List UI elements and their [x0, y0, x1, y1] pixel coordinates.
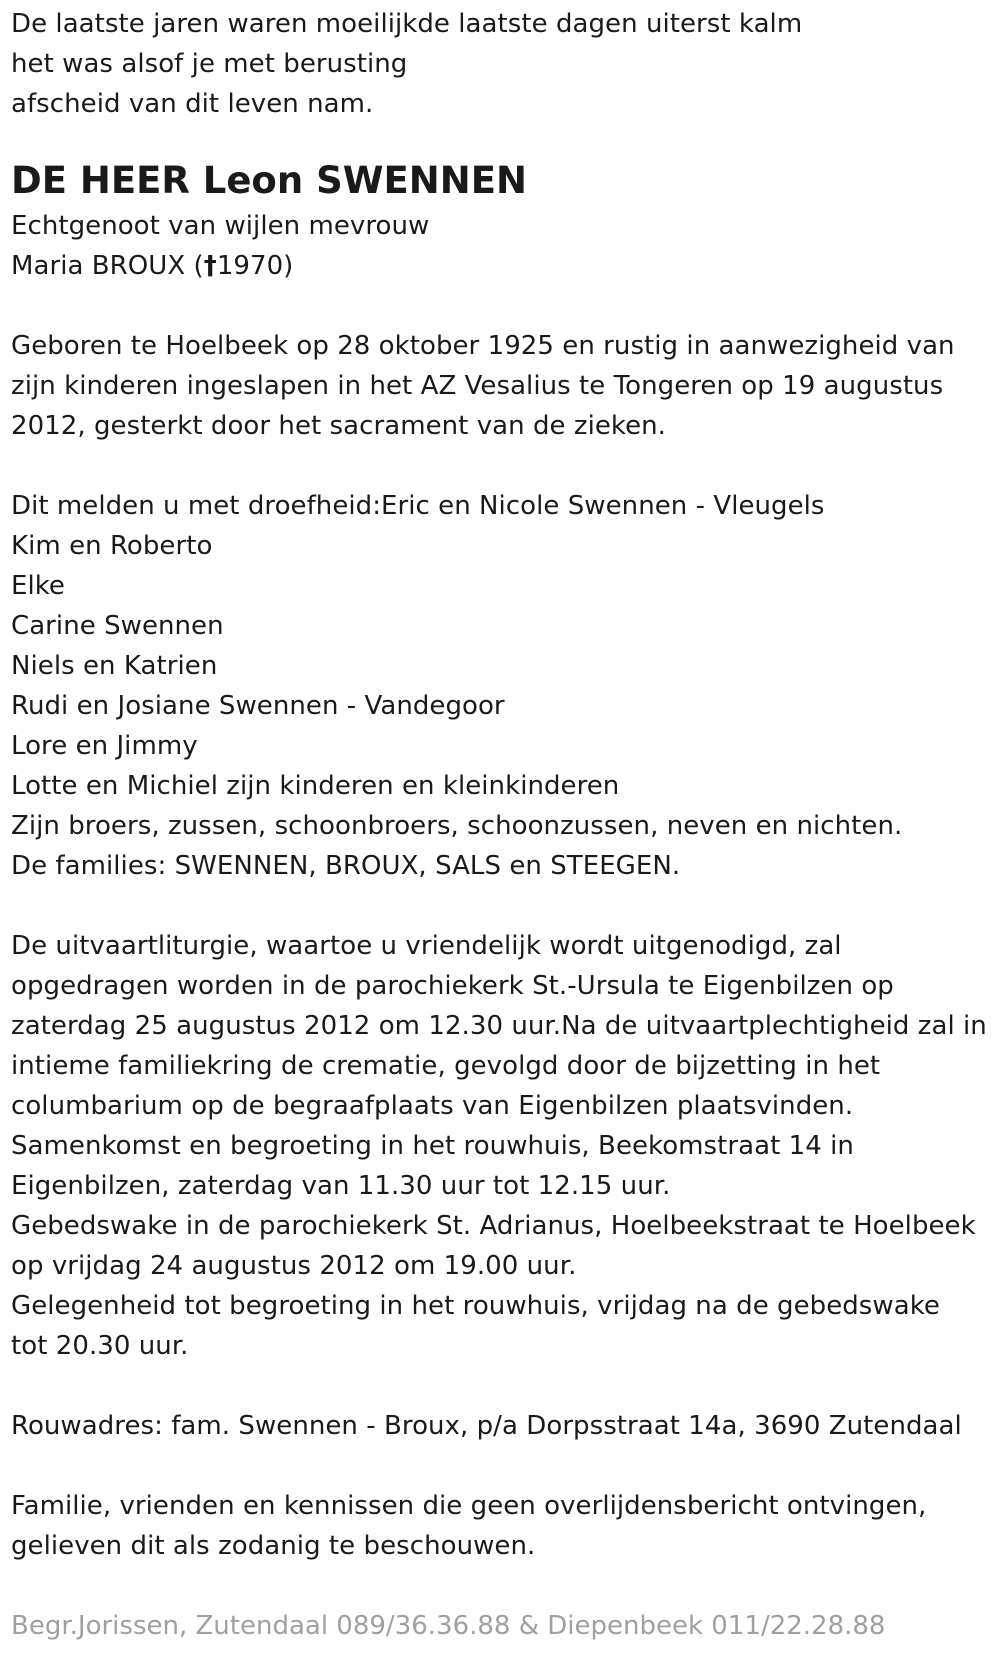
spouse-info: [11, 206, 990, 286]
closing-line: gelieven dit als zodanig te beschouwen.: [11, 1531, 536, 1561]
family-line: Niels en Katrien: [11, 651, 218, 681]
spouse-line: Echtgenoot van wijlen mevrouw: [11, 211, 430, 241]
paragraph-line: Geboren te Hoelbeek op 28 oktober 1925 en rustig in aanwezigheid van: [11, 331, 955, 361]
family-line: Kim en Roberto: [11, 531, 213, 561]
funeral-line: intieme familiekring de crematie, gevolgd door de bijzetting in het: [11, 1051, 881, 1081]
family-line: De families: SWENNEN, BROUX, SALS en STEEGEN.: [11, 851, 681, 881]
funeral-line: Gelegenheid tot begroeting in het rouwhuis, vrijdag na de gebedswake: [11, 1291, 940, 1321]
funeral-details: [11, 926, 990, 1366]
funeral-line: columbarium op de begraafplaats van Eigenbilzen plaatsvinden.: [11, 1091, 854, 1121]
intro-line: het was alsof je met berusting: [11, 49, 408, 79]
family-list: [11, 486, 990, 886]
paragraph-line: zijn kinderen ingeslapen in het AZ Vesalius te Tongeren op 19 augustus: [11, 371, 944, 401]
family-line: Elke: [11, 571, 65, 601]
spouse-name-line: [11, 246, 990, 286]
family-line: Zijn broers, zussen, schoonbroers, schoonzussen, neven en nichten.: [11, 811, 903, 841]
funeral-line: De uitvaartliturgie, waartoe u vriendelijk wordt uitgenodigd, zal: [11, 931, 842, 961]
family-line: Dit melden u met droefheid:Eric en Nicole Swennen - Vleugels: [11, 491, 825, 521]
funeral-line: Samenkomst en begroeting in het rouwhuis, Beekomstraat 14 in: [11, 1131, 854, 1161]
funeral-line: tot 20.30 uur.: [11, 1331, 189, 1361]
funeral-line: zaterdag 25 augustus 2012 om 12.30 uur.Na de uitvaartplechtigheid zal in: [11, 1011, 987, 1041]
funeral-line: op vrijdag 24 augustus 2012 om 19.00 uur.: [11, 1251, 577, 1281]
spacer: [11, 886, 990, 926]
birth-death-paragraph: [11, 326, 990, 446]
closing-note: [11, 1486, 990, 1566]
spacer: [11, 1446, 990, 1486]
deceased-name: DE HEER Leon SWENNEN: [11, 159, 527, 202]
spouse-death-year: 1970): [216, 251, 294, 281]
mourning-address: Rouwadres: fam. Swennen - Broux, p/a Dorpsstraat 14a, 3690 Zutendaal: [11, 1411, 962, 1441]
spacer: [11, 446, 990, 486]
paragraph-line: 2012, gesterkt door het sacrament van de zieken.: [11, 411, 666, 441]
funeral-line: Eigenbilzen, zaterdag van 11.30 uur tot 12.15 uur.: [11, 1171, 671, 1201]
funeral-line: Gebedswake in de parochiekerk St. Adrianus, Hoelbeekstraat te Hoelbeek: [11, 1211, 976, 1241]
closing-line: Familie, vrienden en kennissen die geen overlijdensbericht ontvingen,: [11, 1491, 927, 1521]
family-line: Carine Swennen: [11, 611, 224, 641]
funeral-home-footer: Begr.Jorissen, Zutendaal 089/36.36.88 & Diepenbeek 011/22.28.88: [11, 1611, 886, 1641]
spouse-name: Maria BROUX (: [11, 251, 204, 281]
cross-icon: †: [203, 251, 217, 281]
family-line: Rudi en Josiane Swennen - Vandegoor: [11, 691, 505, 721]
spacer: [11, 1366, 990, 1406]
family-line: Lotte en Michiel zijn kinderen en kleinkinderen: [11, 771, 620, 801]
family-line: Lore en Jimmy: [11, 731, 198, 761]
intro-line: De laatste jaren waren moeilijkde laatste dagen uiterst kalm: [11, 9, 803, 39]
funeral-line: opgedragen worden in de parochiekerk St.-Ursula te Eigenbilzen op: [11, 971, 894, 1001]
spacer: [11, 286, 990, 326]
intro-line: afscheid van dit leven nam.: [11, 89, 374, 119]
intro-verse: [11, 4, 990, 124]
